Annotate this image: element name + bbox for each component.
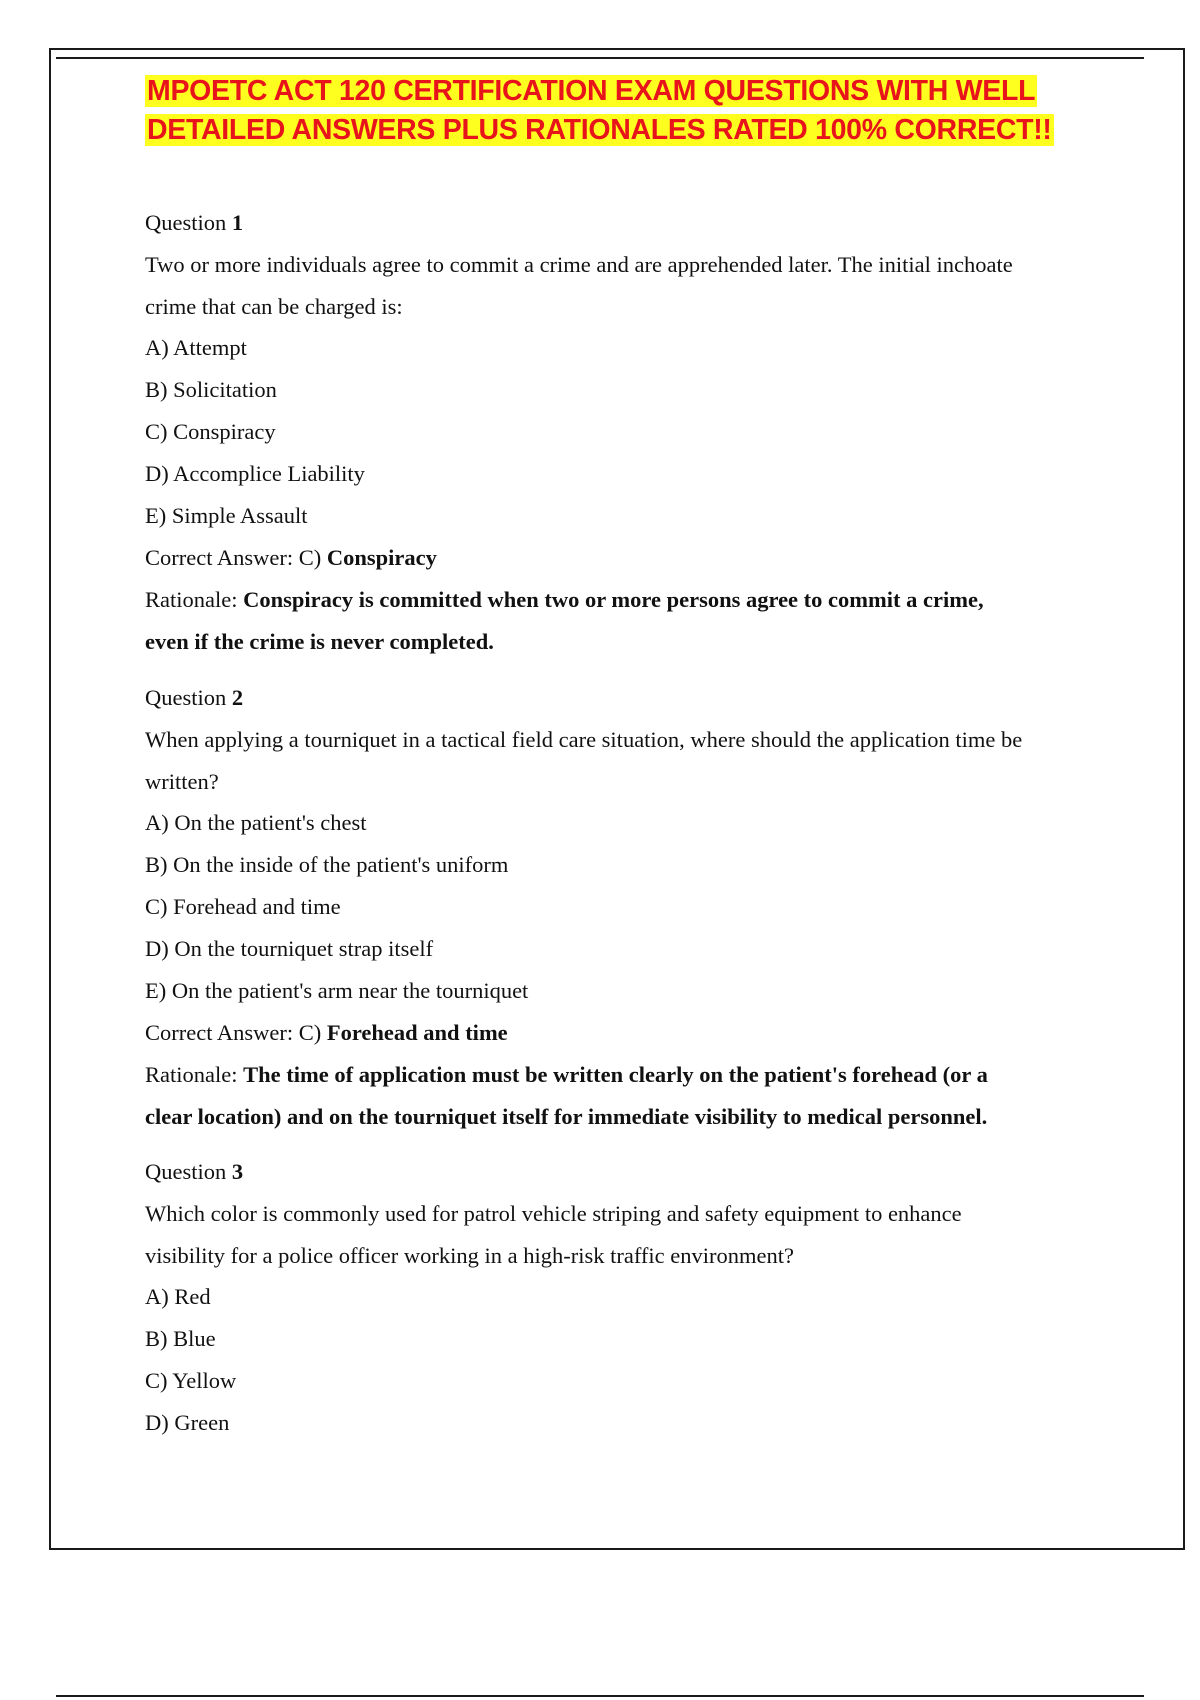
question-number: 1 bbox=[231, 210, 244, 235]
correct-answer-letter: C) bbox=[298, 1020, 322, 1045]
correct-answer bbox=[145, 537, 1105, 579]
question-text-line: Which color is commonly used for patrol vehicle striping and safety equipment to enhance bbox=[145, 1201, 962, 1226]
answer-option: B) Blue bbox=[145, 1326, 216, 1351]
answer-option: B) On the inside of the patient's uniform bbox=[145, 852, 509, 877]
correct-answer-label: Correct Answer: bbox=[145, 1020, 294, 1045]
answer-option: B) Solicitation bbox=[145, 377, 277, 402]
answer-option: E) Simple Assault bbox=[145, 503, 308, 528]
correct-answer-letter: C) bbox=[298, 545, 322, 570]
question-heading bbox=[145, 1151, 1105, 1193]
answer-option: A) On the patient's chest bbox=[145, 810, 367, 835]
correct-answer bbox=[145, 1012, 1105, 1054]
question-block bbox=[145, 202, 1105, 663]
answer-option: A) Red bbox=[145, 1284, 211, 1309]
document-title bbox=[145, 72, 1105, 150]
question-heading bbox=[145, 202, 1105, 244]
correct-answer-label: Correct Answer: bbox=[145, 545, 294, 570]
question-text-line: crime that can be charged is: bbox=[145, 293, 403, 319]
document-content bbox=[145, 72, 1105, 1444]
top-rule bbox=[56, 57, 1144, 59]
correct-answer-text: Conspiracy bbox=[326, 545, 437, 570]
answer-option: D) Green bbox=[145, 1410, 230, 1435]
title-line-1: MPOETC ACT 120 CERTIFICATION EXAM QUESTIONS WITH WELL bbox=[147, 75, 1036, 107]
question-number: 2 bbox=[231, 685, 244, 710]
question-text-line: written? bbox=[145, 768, 219, 794]
rationale-text: The time of application must be written clearly on the patient's forehead (or a bbox=[243, 1062, 988, 1087]
question-block bbox=[145, 677, 1105, 1138]
answer-option: D) On the tourniquet strap itself bbox=[145, 936, 434, 961]
answer-option: E) On the patient's arm near the tourniquet bbox=[145, 978, 529, 1003]
rationale-text: Conspiracy is committed when two or more persons agree to commit a crime, bbox=[243, 587, 984, 612]
question-label: Question bbox=[145, 685, 227, 710]
answer-option: A) Attempt bbox=[145, 335, 247, 360]
answer-option: C) Yellow bbox=[145, 1368, 237, 1393]
question-text-line: visibility for a police officer working in a high-risk traffic environment? bbox=[145, 1242, 794, 1268]
title-line-2: DETAILED ANSWERS PLUS RATIONALES RATED 100% CORRECT!! bbox=[147, 114, 1052, 146]
answer-option: D) Accomplice Liability bbox=[145, 461, 365, 486]
rationale-label: Rationale: bbox=[145, 587, 238, 612]
question-label: Question bbox=[145, 1159, 227, 1184]
bottom-rule bbox=[56, 1695, 1144, 1697]
rationale-text-continued: even if the crime is never completed. bbox=[145, 629, 494, 654]
question-label: Question bbox=[145, 210, 227, 235]
question-block bbox=[145, 1151, 1105, 1444]
rationale bbox=[145, 579, 1105, 621]
question-text-line: Two or more individuals agree to commit a crime and are apprehended later. The initial inchoate bbox=[145, 252, 1013, 277]
answer-option: C) Forehead and time bbox=[145, 894, 341, 919]
correct-answer-text: Forehead and time bbox=[326, 1020, 508, 1045]
answer-option: C) Conspiracy bbox=[145, 419, 276, 444]
question-heading bbox=[145, 677, 1105, 719]
rationale-text-continued: clear location) and on the tourniquet itself for immediate visibility to medical personnel. bbox=[145, 1104, 988, 1129]
question-number: 3 bbox=[231, 1159, 244, 1184]
rationale bbox=[145, 1054, 1105, 1096]
question-text-line: When applying a tourniquet in a tactical field care situation, where should the application time be bbox=[145, 727, 1023, 752]
rationale-label: Rationale: bbox=[145, 1062, 238, 1087]
